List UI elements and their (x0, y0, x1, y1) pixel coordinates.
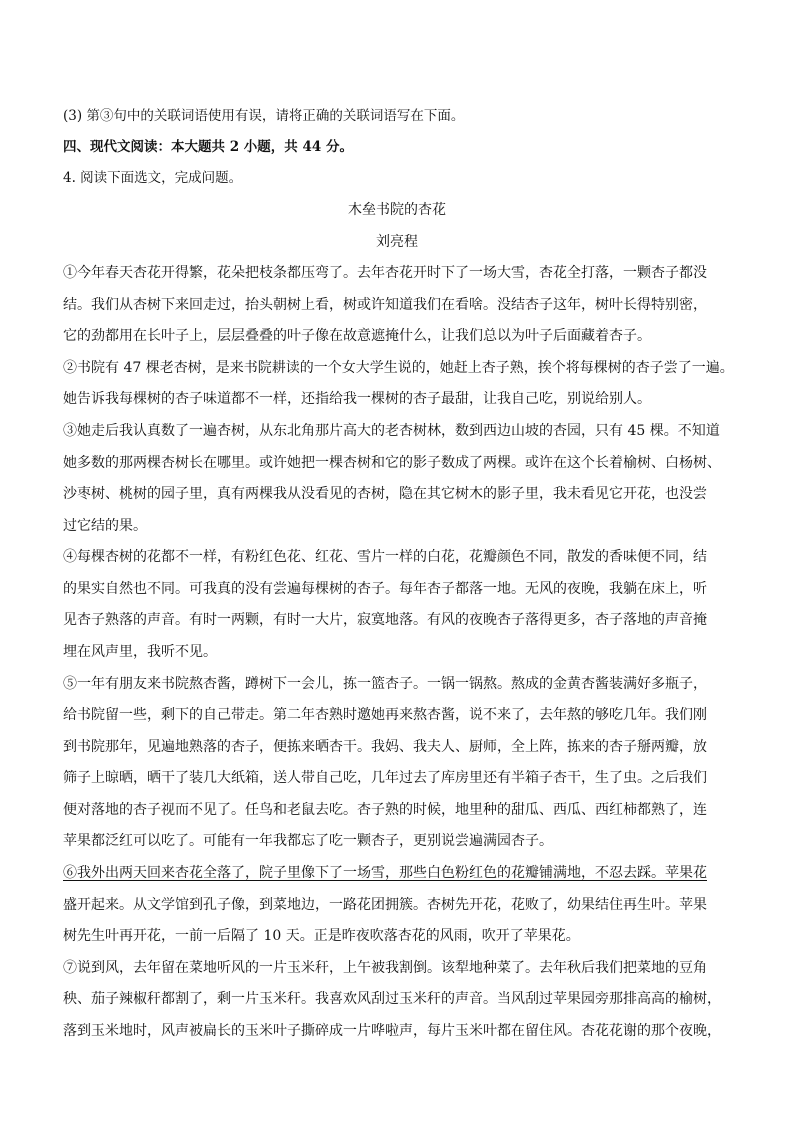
article-author: 刘亮程 (376, 234, 418, 250)
article-line: ①今年春天杏花开得繁，花朵把枝条都压弯了。去年杏花开时下了一场大雪，杏花全打落，一颗杏子都没 (63, 265, 707, 281)
article-line: ③她走后我认真数了一遍杏树，从东北角那片高大的老杏树林，数到西边山坡的杏园，只有 45 棵。不知道 (63, 423, 720, 439)
article-line: 她告诉我每棵树的杏子味道都不一样，还指给我一棵树的杏子最甜，让我自己吃，别说给别人。 (63, 391, 651, 407)
question-4-text: 4. 阅读下面选文，完成问题。 (63, 170, 243, 186)
article-line-underlined: ⑥我外出两天回来杏花全落了，院子里像下了一场雪，那些白色粉红色的花瓣铺满地，不忍去踩。苹果花 (63, 865, 707, 881)
article-line: ④每棵杏树的花都不一样，有粉红色花、红花、雪片一样的白花，花瓣颜色不同，散发的香味便不同，结 (63, 549, 707, 565)
article-line: 埋在风声里，我听不见。 (63, 644, 217, 660)
article-line: 树先生叶再开花，一前一后隔了 10 天。正是昨夜吹落杏花的风雨，吹开了苹果花。 (63, 928, 580, 944)
article-line: 盛开起来。从文学馆到孔子像，到菜地边，一路花团拥簇。杏树先开花，花败了，幼果结住再生叶。苹果 (63, 897, 707, 913)
article-line: 到书院那年，见遍地熟落的杏子，便拣来晒杏干。我妈、我夫人、厨师，全上阵，拣来的杏子掰两瓣，放 (63, 739, 707, 755)
article-line: 的果实自然也不同。可我真的没有尝遍每棵树的杏子。每年杏子都落一地。无风的夜晚，我躺在床上，听 (63, 581, 707, 597)
article-line: 沙枣树、桃树的园子里，真有两棵我从没看见的杏树，隐在其它树木的影子里，我未看见它开花，也没尝 (63, 486, 707, 502)
article-line: 秧、茄子辣椒秆都割了，剩一片玉米秆。我喜欢风刮过玉米秆的声音。当风刮过苹果园旁那排高高的榆树， (63, 991, 721, 1007)
article-line: ⑤一年有朋友来书院熬杏酱，蹲树下一会儿，拣一篮杏子。一锅一锅熬。熬成的金黄杏酱装满好多瓶子， (63, 676, 707, 692)
section-4-heading: 四、现代文阅读：本大题共 2 小题，共 44 分。 (63, 139, 353, 155)
article-line: 落到玉米地时，风声被扁长的玉米叶子撕碎成一片哗啦声，每片玉米叶都在留住风。杏花花谢的那个夜晚， (63, 1023, 721, 1039)
article-line: 苹果都泛红可以吃了。可能有一年我都忘了吃一颗杏子，更别说尝遍满园杏子。 (63, 833, 553, 849)
article-line: 结。我们从杏树下来回走过，抬头朝树上看，树或许知道我们在看啥。没结杏子这年，树叶长得特别密， (63, 297, 707, 313)
article-line: 见杏子熟落的声音。有时一两颗，有时一大片，寂寞地落。有风的夜晚杏子落得更多，杏子落地的声音掩 (63, 612, 707, 628)
question-3-text: (3) 第③句中的关联词语使用有误，请将正确的关联词语写在下面。 (63, 108, 465, 124)
article-line: 她多数的那两棵杏树长在哪里。或许她把一棵杏树和它的影子数成了两棵。或许在这个长着榆树、白杨树、 (63, 455, 721, 471)
article-title: 木垒书院的杏花 (348, 202, 446, 218)
article-line: ②书院有 47 棵老杏树，是来书院耕读的一个女大学生说的，她赶上杏子熟，挨个将每棵树的杏子尝了一遍。 (63, 360, 734, 376)
article-line: ⑦说到风，去年留在菜地听风的一片玉米秆，上午被我割倒。该犁地种菜了。去年秋后我们把菜地的豆角 (63, 960, 707, 976)
article-line: 便对落地的杏子视而不见了。任鸟和老鼠去吃。杏子熟的时候，地里种的甜瓜、西瓜、西红柿都熟了，连 (63, 802, 707, 818)
article-line: 筛子上晾晒，晒干了装几大纸箱，送人带自己吃，几年过去了库房里还有半箱子杏干，生了虫。之后我们 (63, 770, 707, 786)
article-line: 它的劲都用在长叶子上，层层叠叠的叶子像在故意遮掩什么，让我们总以为叶子后面藏着杏子。 (63, 328, 651, 344)
article-line: 给书院留一些，剩下的自己带走。第二年杏熟时邀她再来熬杏酱，说不来了，去年熬的够吃几年。我们刚 (63, 707, 707, 723)
article-line: 过它结的果。 (63, 518, 147, 534)
